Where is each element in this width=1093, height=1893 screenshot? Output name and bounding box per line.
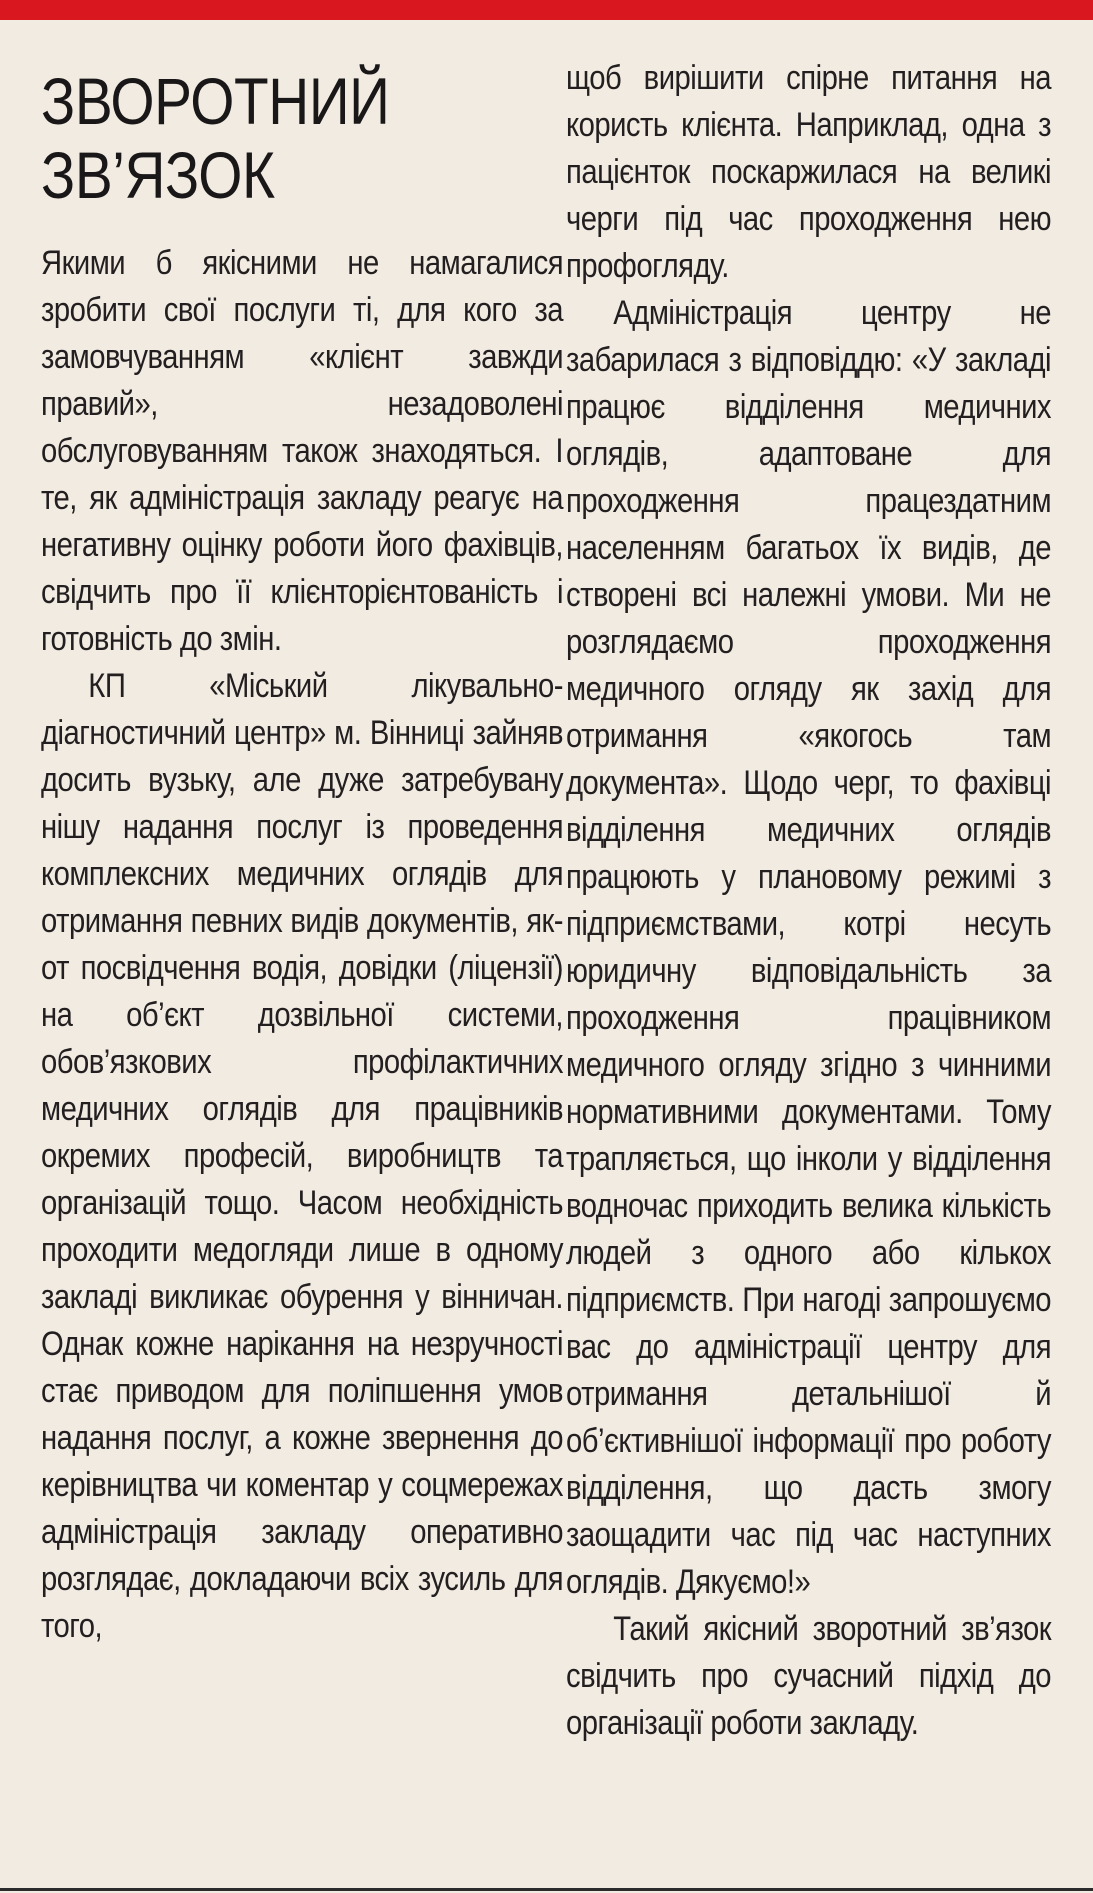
paragraph: Такий якісний зворотний зв’язок свідчить про сучасний підхід до організації роботи закладу. xyxy=(566,1610,1052,1742)
left-column xyxy=(41,240,563,1650)
paragraph: Адміністрація центру не забарилася з відповіддю: «У закладі працює відділення медичних оглядів, адаптоване для проходження працездатним населенням багатьох їх видів, де створені всі належні умови. Ми не розглядаємо проходження медичного огляду як захід для отримання «якогось там документа». Щодо черг, то фахівці відділення медичних оглядів працюють у плановому режимі з підприємствами, котрі несуть юридичну відповідальність за проходження працівником медичного огляду згідно з чинними нормативними документами. Тому трапляється, що інколи у відділення водночас приходить велика кількість людей з одного або кількох підприємств. При нагоді запрошуємо вас до адміністрації центру для отримання детальнішої й об’єктивнішої інформації про роботу відділення, що дасть змогу заощадити час під час наступних оглядів. Дякуємо!» xyxy=(566,294,1052,1601)
top-accent-bar xyxy=(0,0,1093,20)
paragraph: КП «Міський лікувально-діагностичний центр» м. Вінниці зайняв досить вузьку, але дуже затребувану нішу надання послуг із проведення комплексних медичних оглядів для отримання певних видів документів, як-от посвідчення водія, довідки (ліцензії) на об’єкт дозвільної системи, обов’язкових профілактичних медичних оглядів для працівників окремих професій, виробництв та організацій тощо. Часом необхідність проходити медогляди лише в одному закладі викликає обурення у вінничан. Однак кожне нарікання на незручності стає приводом для поліпшення умов надання послуг, а кожне звернення до керівництва чи коментар у соцмережах адміністрація закладу оперативно розглядає, докладаючи всіх зусиль для того, xyxy=(41,667,564,1645)
paragraph: щоб вирішити спірне питання на користь клієнта. Наприклад, одна з пацієнток поскаржилася на великі черги під час проходження нею профогляду. xyxy=(566,59,1052,285)
paragraph: Якими б якісними не намагалися зробити свої послуги ті, для кого за замовчуванням «клієнт завжди правий», незадоволені обслуговуванням також знаходяться. І те, як адміністрація закладу реагує на негативну оцінку роботи його фахівців, свідчить про її клієнторієнтованість і готовність до змін. xyxy=(41,244,564,658)
right-column xyxy=(566,55,1051,1747)
article-title: ЗВОРОТНИЙ ЗВ’ЯЗОК xyxy=(41,64,390,212)
bottom-divider xyxy=(0,1888,1093,1891)
